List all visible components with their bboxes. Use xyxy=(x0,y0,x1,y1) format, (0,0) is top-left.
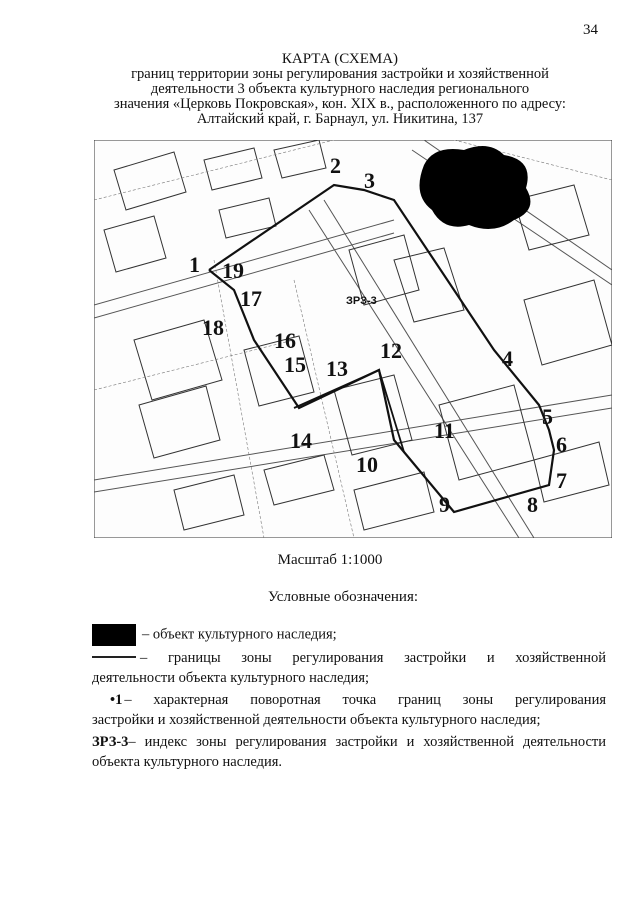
point-label: 11 xyxy=(434,418,455,443)
point-label: 16 xyxy=(274,328,296,353)
point-label: 14 xyxy=(290,428,312,453)
legend-title: Условные обозначения: xyxy=(267,589,419,605)
legend-item-point-cont: застройки и хозяйственной деятельности объекта культурного наследия; xyxy=(92,712,541,728)
boundary-line-swatch xyxy=(92,656,136,658)
point-marker: •1 xyxy=(110,692,123,708)
point-label: 2 xyxy=(330,153,341,178)
point-label: 18 xyxy=(202,315,224,340)
cadastral-map xyxy=(94,140,612,538)
legend-item-object: – объект культурного наследия; xyxy=(92,624,606,646)
heritage-object-swatch xyxy=(92,624,136,646)
zone-index-label: ЗРЗ-3 xyxy=(346,295,377,307)
legend xyxy=(92,624,606,774)
point-label: 4 xyxy=(502,346,513,371)
point-label: 17 xyxy=(240,286,262,311)
map-scale: Масштаб 1:1000 xyxy=(277,552,383,568)
legend-item-boundary-cont: деятельности объекта культурного наследия; xyxy=(92,670,370,686)
point-label: 13 xyxy=(326,356,348,381)
point-label: 6 xyxy=(556,432,567,457)
legend-item-boundary: – границы зоны регулирования застройки и хозяйственной xyxy=(92,648,606,668)
map-drawing xyxy=(94,140,612,538)
point-label: 3 xyxy=(364,168,375,193)
page-number: 34 xyxy=(583,22,598,38)
point-label: 12 xyxy=(380,338,402,363)
legend-item-index: ЗРЗ-3– индекс зоны регулирования застройки и хозяйственной деятельности xyxy=(92,734,606,750)
point-label: 15 xyxy=(284,352,306,377)
point-label: 9 xyxy=(439,492,450,517)
title-line-2: границ территории зоны регулирования застройки и хозяйственной xyxy=(131,66,549,82)
title-line-3: деятельности 3 объекта культурного наследия регионального xyxy=(150,81,530,97)
title-line-4: значения «Церковь Покровская», кон. XIX в., расположенного по адресу: xyxy=(114,96,566,112)
title-line-5: Алтайский край, г. Барнаул, ул. Никитина, 137 xyxy=(196,111,484,127)
point-label: 8 xyxy=(527,492,538,517)
point-label: 19 xyxy=(222,258,244,283)
legend-item-index-cont: объекта культурного наследия. xyxy=(92,754,283,770)
title-line-1: КАРТА (СХЕМА) xyxy=(281,51,399,67)
zone-index-marker: ЗРЗ-3 xyxy=(92,734,129,750)
point-label: 7 xyxy=(556,468,567,493)
point-label: 10 xyxy=(356,452,378,477)
document-title xyxy=(60,52,620,127)
legend-item-point: •1 – характерная поворотная точка границ зоны регулирования xyxy=(110,692,606,708)
point-label: 5 xyxy=(542,404,553,429)
point-label: 1 xyxy=(189,252,200,277)
